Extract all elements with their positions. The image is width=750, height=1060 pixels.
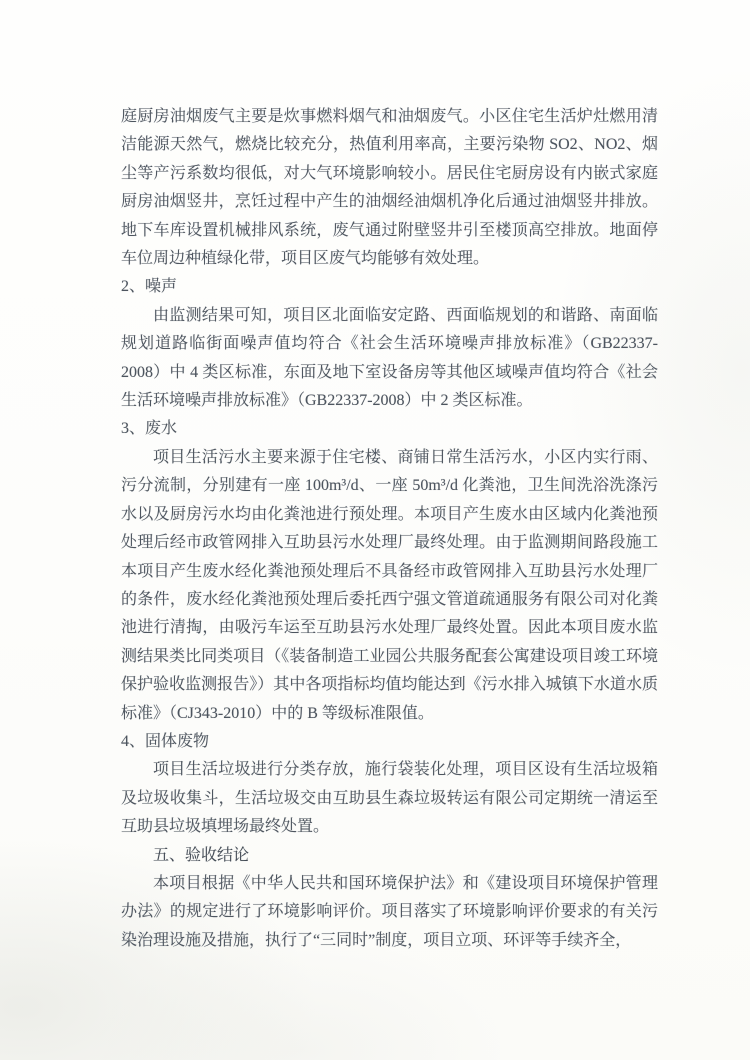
heading-section-noise: 2、噪声	[121, 278, 178, 296]
paragraph-wastewater-treatment: 项目生活污水主要来源于住宅楼、商铺日常生活污水，小区内实行雨、污分流制，分别建有一座 100m³/d、一座 50m³/d 化粪池，卫生间洗浴洗涤污水以及厨房污水均由化粪池进行预处理。本项目产生废水由区域内化粪池预处理后经市政管网排入互助县污水处理厂最终处理。由于监测期间路段施工本项目产生废水经化粪池预处理后不具备经市政管网排入互助县污水处理厂的条件，废水经化粪池预处理后委托西宁强文管道疏通服务有限公司对化粪池进行清掏，由吸污车运至互助县污水处理厂最终处置。因此本项目废水监测结果类比同类项目（《装备制造工业园公共服务配套公寓建设项目竣工环境保护验收监测报告》）其中各项指标均值均能达到《污水排入城镇下水道水质标准》（CJ343-2010）中的 B 等级标准限值。	[121, 448, 658, 722]
heading-section-solid-waste: 4、固体废物	[121, 732, 210, 750]
document-text-block	[121, 103, 658, 955]
heading-acceptance-conclusion: 五、验收结论	[153, 846, 250, 864]
paragraph-acceptance-conclusion-body: 本项目根据《中华人民共和国环境保护法》和《建设项目环境保护管理办法》的规定进行了环境影响评价。项目落实了环境影响评价要求的有关污染治理设施及措施，执行了“三同时”制度，项目立项、环评等手续齐全，	[121, 874, 658, 949]
paragraph-solid-waste-disposal: 项目生活垃圾进行分类存放，施行袋装化处理，项目区设有生活垃圾箱及垃圾收集斗，生活垃圾交由互助县生森垃圾转运有限公司定期统一清运至互助县垃圾填埋场最终处置。	[121, 761, 658, 836]
heading-section-wastewater: 3、废水	[121, 420, 178, 438]
paragraph-kitchen-fume-exhaust-continuation: 庭厨房油烟废气主要是炊事燃料烟气和油烟废气。小区住宅生活炉灶燃用清洁能源天然气，燃烧比较充分，热值利用率高，主要污染物 SO2、NO2、烟尘等产污系数均很低，对大气环境影响较小。居民住宅厨房设有内嵌式家庭厨房油烟竖井，烹饪过程中产生的油烟经油烟机净化后通过油烟竖井排放。地下车库设置机械排风系统，废气通过附壁竖井引至楼顶高空排放。地面停车位周边种植绿化带，项目区废气均能够有效处理。	[121, 108, 658, 268]
paragraph-noise-monitoring-results: 由监测结果可知，项目区北面临安定路、西面临规划的和谐路、南面临规划道路临街面噪声值均符合《社会生活环境噪声排放标准》（GB22337-2008）中 4 类区标准，东面及地下室设备房等其他区域噪声值均符合《社会生活环境噪声排放标准》（GB22337-2008）中 2 类区标准。	[121, 306, 658, 410]
